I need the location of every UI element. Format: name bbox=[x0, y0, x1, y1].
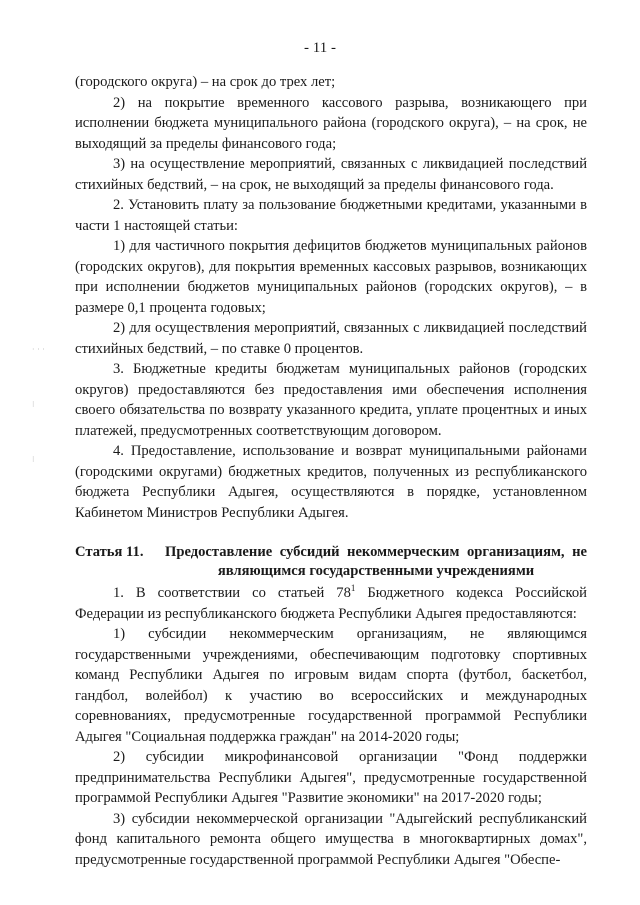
article-paragraph bbox=[75, 583, 587, 624]
article-title: Предоставление субсидий некоммерческим организациям, не являющимся государственными учреждениями bbox=[165, 544, 587, 579]
document-body bbox=[75, 72, 587, 870]
list-item: 3) субсидии некоммерческой организации "Адыгейский республиканский фонд капитального ремонта общего имущества в многоквартирных домах", предусмотренные государственной программой Республики Адыгея "Обеспе- bbox=[75, 810, 587, 868]
paragraph: 2) на покрытие временного кассового разрыва, возникающего при исполнении бюджета муниципального района (городского округа), – на срок, не выходящий за пределы финансового года; bbox=[75, 94, 587, 152]
article-heading bbox=[37, 543, 587, 581]
article-number: Статья 11. bbox=[75, 544, 144, 560]
scan-artifact: ⁝ bbox=[32, 455, 35, 464]
paragraph: 2. Установить плату за пользование бюджетными кредитами, указанными в части 1 настоящей статьи: bbox=[75, 197, 587, 234]
article-paragraph-text: Бюджетного кодекса Российской Федерации из республиканского бюджета Республики Адыгея предоставляются: bbox=[75, 585, 587, 622]
paragraph: 3. Бюджетные кредиты бюджетам муниципальных районов (городских округов) предоставляются без предоставления ими обеспечения исполнения своего обязательства по возврату указанного кредита, уплате процентных и иных платежей, предусмотренных соответствующим договором. bbox=[75, 361, 587, 439]
scan-artifact: ⁝ bbox=[32, 400, 35, 409]
article-paragraph-text: 1. В соответствии со статьей 78 bbox=[113, 585, 351, 601]
scan-artifact: · · · bbox=[32, 345, 45, 354]
list-item: 1) субсидии некоммерческим организациям, не являющимся государственными учреждениями, обеспечивающим подготовку спортивных команд Республики Адыгея по игровым видам спорта (футбол, баскетбол, гандбол, волейбол) к участию во всероссийских и международных соревнованиях, предусмотренные государственной программой Республики Адыгея "Социальная поддержка граждан" на 2014-2020 годы; bbox=[75, 626, 587, 745]
superscript: 1 bbox=[350, 583, 356, 594]
list-item: 2) субсидии микрофинансовой организации "Фонд поддержки предпринимательства Республики Адыгея", предусмотренные государственной программой Республики Адыгея "Развитие экономики" на 2017-2020 годы; bbox=[75, 749, 587, 806]
paragraph: 3) на осуществление мероприятий, связанных с ликвидацией последствий стихийных бедствий, – на срок, не выходящий за пределы финансового года. bbox=[75, 156, 587, 193]
paragraph: 4. Предоставление, использование и возврат муниципальными районами (городскими округами) бюджетных кредитов, полученных из республиканского бюджета Республики Адыгея, осуществляются в порядке, установленном Кабинетом Министров Республики Адыгея. bbox=[75, 443, 587, 521]
paragraph-continuation: (городского округа) – на срок до трех лет; bbox=[75, 74, 336, 90]
page-number: - 11 - bbox=[304, 40, 336, 56]
paragraph: 1) для частичного покрытия дефицитов бюджетов муниципальных районов (городских округов), для покрытия временных кассовых разрывов, возникающих при исполнении бюджетов муниципальных районов (городских округов), – в размере 0,1 процента годовых; bbox=[75, 238, 587, 316]
paragraph: 2) для осуществления мероприятий, связанных с ликвидацией последствий стихийных бедствий, – по ставке 0 процентов. bbox=[75, 320, 587, 357]
